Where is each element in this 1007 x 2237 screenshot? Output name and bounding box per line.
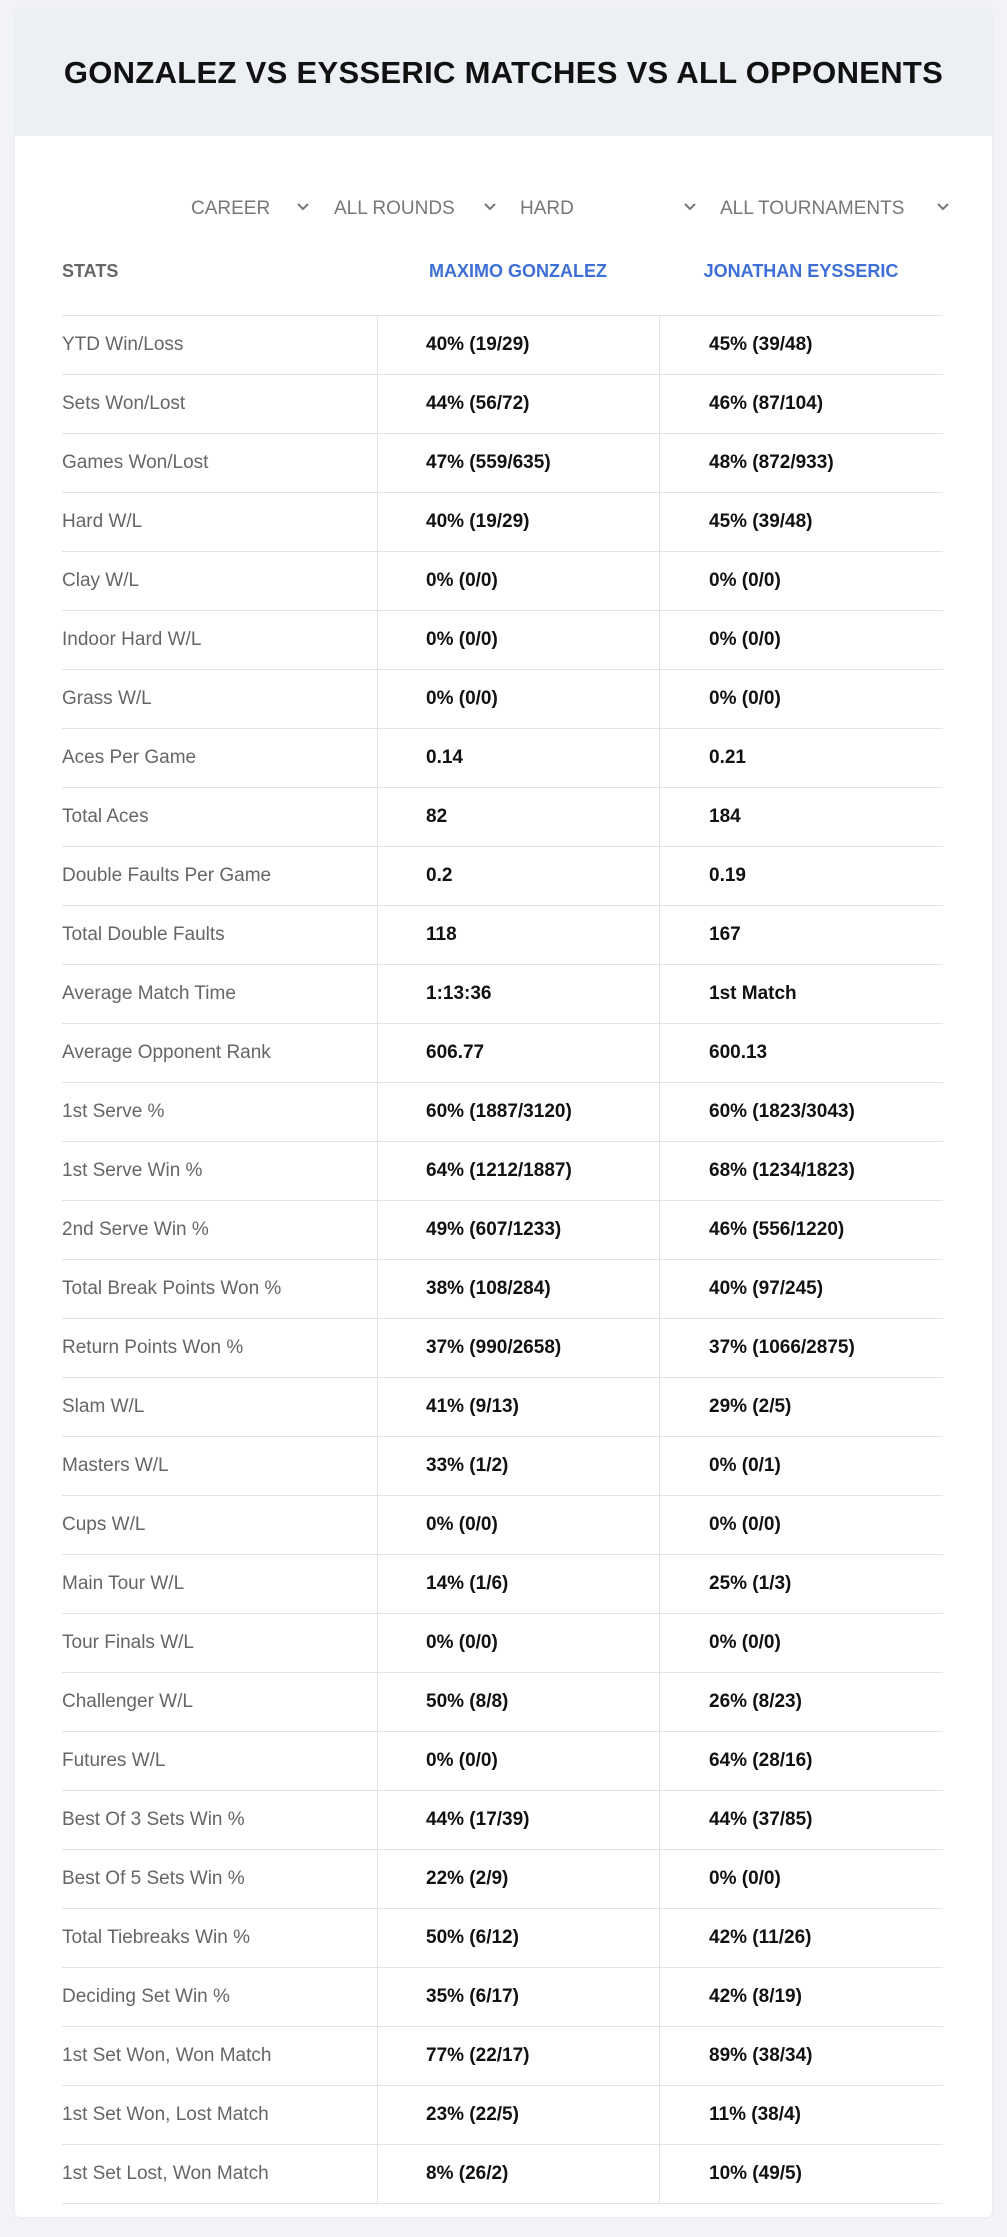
table-row [62, 670, 943, 729]
player2-value: 45% (39/48) [659, 493, 943, 551]
player2-value: 42% (8/19) [659, 1968, 943, 2026]
player1-value: 60% (1887/3120) [377, 1083, 659, 1141]
stat-label: Total Aces [62, 806, 149, 827]
stat-label: 1st Set Won, Won Match [62, 2045, 272, 2066]
player2-value: 0% (0/0) [659, 1614, 943, 1672]
player2-value: 68% (1234/1823) [659, 1142, 943, 1200]
table-row [62, 788, 943, 847]
stat-label: 2nd Serve Win % [62, 1219, 209, 1240]
table-row [62, 1319, 943, 1378]
stats-column-header: STATS [62, 260, 119, 281]
table-row [62, 965, 943, 1024]
stat-label: Clay W/L [62, 570, 140, 591]
stats-card [15, 10, 992, 2217]
tournament-select[interactable] [704, 188, 957, 230]
table-row [62, 493, 943, 552]
table-row [62, 1909, 943, 1968]
table-row [62, 729, 943, 788]
player1-value: 0.2 [377, 847, 659, 905]
table-row [62, 1496, 943, 1555]
table-header [62, 240, 943, 316]
player1-value: 0.14 [377, 729, 659, 787]
surface-select[interactable] [504, 188, 704, 230]
player1-value: 14% (1/6) [377, 1555, 659, 1613]
player1-column-header[interactable]: MAXIMO GONZALEZ [429, 260, 607, 281]
player1-value: 118 [377, 906, 659, 964]
player1-value: 23% (22/5) [377, 2086, 659, 2144]
stat-label: Average Opponent Rank [62, 1042, 271, 1063]
table-row [62, 316, 943, 375]
player2-value: 42% (11/26) [659, 1909, 943, 1967]
table-row [62, 1378, 943, 1437]
stat-label: Sets Won/Lost [62, 393, 186, 414]
player1-value: 40% (19/29) [377, 493, 659, 551]
player2-value: 10% (49/5) [659, 2145, 943, 2203]
round-select[interactable] [318, 188, 503, 230]
table-row [62, 1614, 943, 1673]
stat-label: Return Points Won % [62, 1337, 244, 1358]
player1-value: 0% (0/0) [377, 1614, 659, 1672]
player2-value: 0% (0/0) [659, 1850, 943, 1908]
stat-label: 1st Set Lost, Won Match [62, 2163, 269, 2184]
stat-label: Challenger W/L [62, 1691, 193, 1712]
player2-value: 48% (872/933) [659, 434, 943, 492]
table-row [62, 1024, 943, 1083]
stat-label: Aces Per Game [62, 747, 197, 768]
card-header [15, 10, 992, 136]
stat-label: Hard W/L [62, 511, 143, 532]
table-row [62, 611, 943, 670]
player1-value: 606.77 [377, 1024, 659, 1082]
player2-value: 64% (28/16) [659, 1732, 943, 1790]
stat-label: YTD Win/Loss [62, 334, 184, 355]
player2-column-header[interactable]: JONATHAN EYSSERIC [703, 260, 899, 281]
player1-value: 50% (6/12) [377, 1909, 659, 1967]
stat-label: Cups W/L [62, 1514, 146, 1535]
player2-value: 11% (38/4) [659, 2086, 943, 2144]
chevron-down-icon [936, 200, 950, 214]
player2-value: 167 [659, 906, 943, 964]
stat-label: Slam W/L [62, 1396, 145, 1417]
player1-value: 44% (56/72) [377, 375, 659, 433]
player2-value: 0% (0/1) [659, 1437, 943, 1495]
player1-value: 82 [377, 788, 659, 846]
player2-value: 0.19 [659, 847, 943, 905]
player1-value: 50% (8/8) [377, 1673, 659, 1731]
player1-value: 1:13:36 [377, 965, 659, 1023]
table-row [62, 847, 943, 906]
table-row [62, 1437, 943, 1496]
player1-value: 0% (0/0) [377, 552, 659, 610]
table-row [62, 2145, 943, 2204]
stat-label: Tour Finals W/L [62, 1632, 194, 1653]
player1-value: 40% (19/29) [377, 316, 659, 374]
stat-label: Futures W/L [62, 1750, 166, 1771]
stat-label: Masters W/L [62, 1455, 169, 1476]
stat-label: Total Tiebreaks Win % [62, 1927, 250, 1948]
player2-value: 1st Match [659, 965, 943, 1023]
player1-value: 64% (1212/1887) [377, 1142, 659, 1200]
player2-value: 26% (8/23) [659, 1673, 943, 1731]
player2-value: 46% (87/104) [659, 375, 943, 433]
stat-label: Total Break Points Won % [62, 1278, 282, 1299]
page-title: GONZALEZ VS EYSSERIC MATCHES VS ALL OPPONENTS [63, 55, 944, 90]
player1-value: 0% (0/0) [377, 670, 659, 728]
table-row [62, 1850, 943, 1909]
player2-value: 184 [659, 788, 943, 846]
stat-label: Deciding Set Win % [62, 1986, 230, 2007]
table-row [62, 1673, 943, 1732]
surface-select-value: HARD [520, 198, 574, 219]
round-select-value: ALL ROUNDS [334, 198, 455, 219]
chevron-down-icon [483, 200, 497, 214]
stat-label: Double Faults Per Game [62, 865, 272, 886]
player1-value: 37% (990/2658) [377, 1319, 659, 1377]
table-row [62, 1555, 943, 1614]
stat-label: Games Won/Lost [62, 452, 209, 473]
player2-value: 0.21 [659, 729, 943, 787]
player1-value: 38% (108/284) [377, 1260, 659, 1318]
player1-value: 0% (0/0) [377, 1732, 659, 1790]
stat-label: Indoor Hard W/L [62, 629, 202, 650]
player2-value: 0% (0/0) [659, 670, 943, 728]
table-row [62, 906, 943, 965]
stat-label: Best Of 3 Sets Win % [62, 1809, 245, 1830]
player2-value: 0% (0/0) [659, 611, 943, 669]
player2-value: 600.13 [659, 1024, 943, 1082]
table-row [62, 375, 943, 434]
player1-value: 41% (9/13) [377, 1378, 659, 1436]
player2-value: 40% (97/245) [659, 1260, 943, 1318]
stat-label: Grass W/L [62, 688, 152, 709]
player2-value: 0% (0/0) [659, 552, 943, 610]
stat-label: Average Match Time [62, 983, 236, 1004]
player2-value: 25% (1/3) [659, 1555, 943, 1613]
table-row [62, 1260, 943, 1319]
stat-label: Total Double Faults [62, 924, 225, 945]
player1-value: 33% (1/2) [377, 1437, 659, 1495]
player1-value: 49% (607/1233) [377, 1201, 659, 1259]
chevron-down-icon [296, 200, 310, 214]
player1-value: 35% (6/17) [377, 1968, 659, 2026]
player2-value: 45% (39/48) [659, 316, 943, 374]
table-row [62, 1142, 943, 1201]
stat-label: 1st Serve Win % [62, 1160, 203, 1181]
player2-value: 29% (2/5) [659, 1378, 943, 1436]
player2-value: 0% (0/0) [659, 1496, 943, 1554]
player2-value: 89% (38/34) [659, 2027, 943, 2085]
player1-value: 77% (22/17) [377, 2027, 659, 2085]
period-select[interactable] [175, 188, 315, 230]
table-row [62, 1791, 943, 1850]
stat-label: Main Tour W/L [62, 1573, 185, 1594]
table-row [62, 1201, 943, 1260]
table-row [62, 1732, 943, 1791]
period-select-value: CAREER [191, 198, 271, 219]
table-row [62, 1083, 943, 1142]
filters-bar [15, 188, 992, 230]
table-row [62, 434, 943, 493]
stats-table [62, 240, 943, 2204]
table-row [62, 2086, 943, 2145]
player1-value: 8% (26/2) [377, 2145, 659, 2203]
player2-value: 60% (1823/3043) [659, 1083, 943, 1141]
player2-value: 44% (37/85) [659, 1791, 943, 1849]
player1-value: 0% (0/0) [377, 611, 659, 669]
player2-value: 37% (1066/2875) [659, 1319, 943, 1377]
table-row [62, 1968, 943, 2027]
table-body [62, 316, 943, 2204]
player1-value: 44% (17/39) [377, 1791, 659, 1849]
table-row [62, 552, 943, 611]
tournament-select-value: ALL TOURNAMENTS [720, 198, 905, 219]
stat-label: 1st Set Won, Lost Match [62, 2104, 269, 2125]
player2-value: 46% (556/1220) [659, 1201, 943, 1259]
stat-label: Best Of 5 Sets Win % [62, 1868, 245, 1889]
stat-label: 1st Serve % [62, 1101, 165, 1122]
table-row [62, 2027, 943, 2086]
player1-value: 0% (0/0) [377, 1496, 659, 1554]
chevron-down-icon [683, 200, 697, 214]
player1-value: 47% (559/635) [377, 434, 659, 492]
player1-value: 22% (2/9) [377, 1850, 659, 1908]
